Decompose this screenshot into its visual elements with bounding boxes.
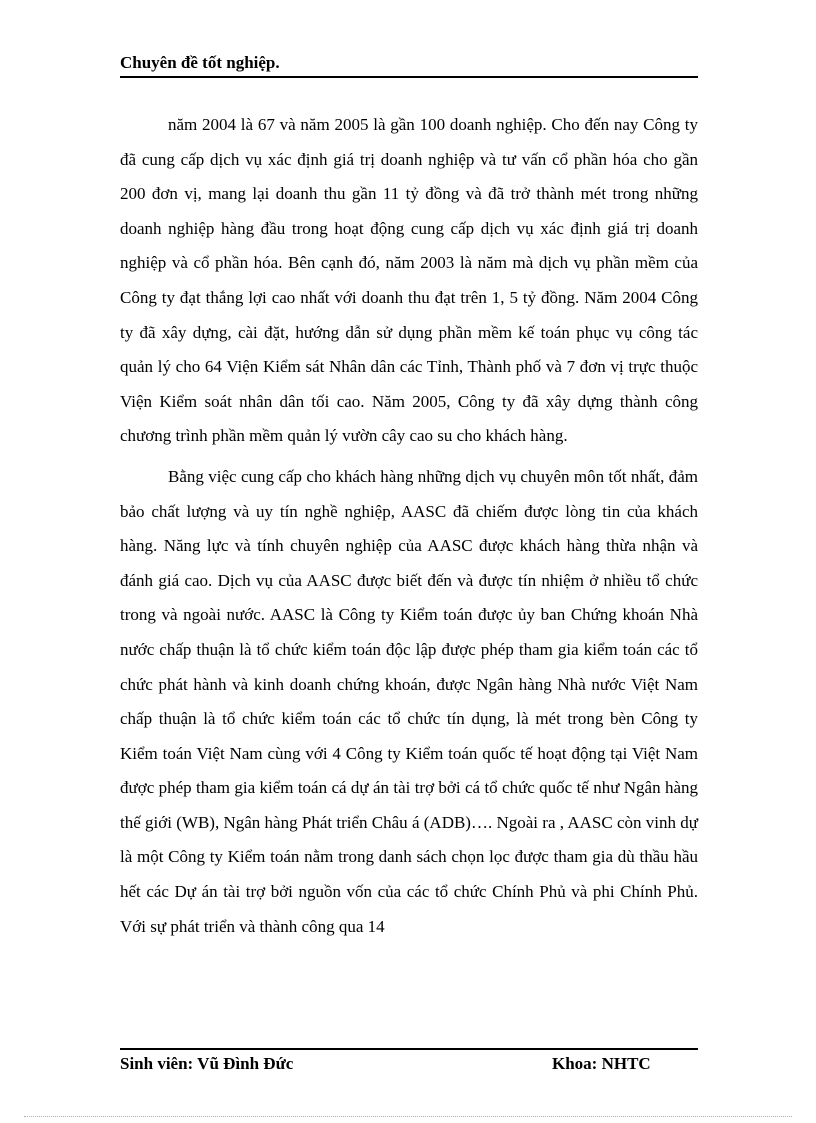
body-paragraph: năm 2004 là 67 và năm 2005 là gần 100 doanh nghiệp. Cho đến nay Công ty đã cung cấp dịch vụ xác định giá trị doanh nghiệp và tư vấn cổ phần hóa cho gần 200 đơn vị, mang lại doanh thu gần 11 tỷ đồng và đã trở thành mét trong những doanh nghiệp hàng đầu trong hoạt động cung cấp dịch vụ xác định giá trị doanh nghiệp và cổ phần hóa. Bên cạnh đó, năm 2003 là năm mà dịch vụ phần mềm của Công ty đạt thắng lợi cao nhất với doanh thu đạt trên 1, 5 tỷ đồng. Năm 2004 Công ty đã xây dựng, cài đặt, hướng dẫn sử dụng phần mềm kế toán phục vụ công tác quản lý cho 64 Viện Kiểm sát Nhân dân các Tỉnh, Thành phố và 7 đơn vị trực thuộc Viện Kiểm soát nhân dân tối cao. Năm 2005, Công ty đã xây dựng thành công chương trình phần mềm quản lý vườn cây cao su cho khách hàng. — [120, 115, 698, 446]
faculty-name: Khoa: NHTC — [552, 1054, 651, 1073]
page-bottom-edge — [24, 1116, 792, 1117]
document-body — [120, 108, 698, 944]
page-footer — [120, 1048, 698, 1080]
student-name: Sinh viên: Vũ Đình Đức — [120, 1054, 294, 1073]
body-paragraph: Bằng việc cung cấp cho khách hàng những dịch vụ chuyên môn tốt nhất, đảm bảo chất lượng và uy tín nghề nghiệp, AASC đã chiếm được lòng tin của khách hàng. Năng lực và tính chuyên nghiệp của AASC được khách hàng thừa nhận và đánh giá cao. Dịch vụ của AASC được biết đến và được tín nhiệm ở nhiều tổ chức trong và ngoài nước. AASC là Công ty Kiểm toán được ủy ban Chứng khoán Nhà nước chấp thuận là tổ chức kiểm toán độc lập được phép tham gia kiểm toán các tổ chức phát hành và kinh doanh chứng khoán, được Ngân hàng Nhà nước Việt Nam chấp thuận là tổ chức kiểm toán các tổ chức tín dụng, là mét trong bèn Công ty Kiểm toán Việt Nam cùng với 4 Công ty Kiểm toán quốc tế hoạt động tại Việt Nam được phép tham gia kiểm toán cá dự án tài trợ bởi cá tổ chức quốc tế như Ngân hàng thế giới (WB), Ngân hàng Phát triển Châu á (ADB)…. Ngoài ra , AASC còn vinh dự là một Công ty Kiểm toán nằm trong danh sách chọn lọc được tham gia dù thầu hầu hết các Dự án tài trợ bởi nguồn vốn của các tổ chức Chính Phủ và phi Chính Phủ. Với sự phát triển và thành công qua 14 — [120, 466, 698, 936]
document-title: Chuyên đề tốt nghiệp. — [120, 53, 280, 72]
page-header — [120, 52, 698, 78]
